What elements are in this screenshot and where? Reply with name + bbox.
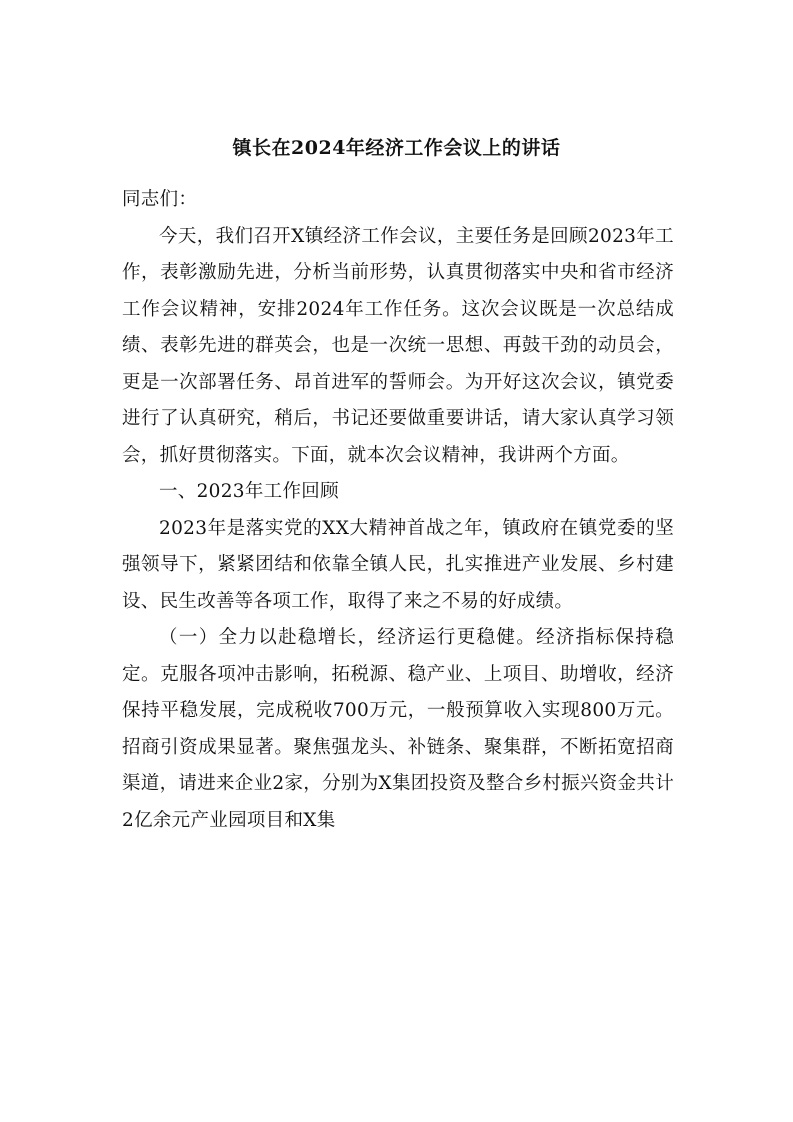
paragraph-intro: 今天，我们召开X镇经济工作会议，主要任务是回顾2023年工作，表彰激励先进，分析当前形势，认真贯彻落实中央和省市经济工作会议精神，安排2024年工作任务。这次会议既是一次总结成绩、表彰先进的群英会，也是一次统一思想、再鼓干劲的动员会，更是一次部署任务、昂首进军的誓师会。为开好这次会议，镇党委进行了认真研究，稍后，书记还要做重要讲话，请大家认真学习领会，抓好贯彻落实。下面，就本次会议精神，我讲两个方面。: [122, 225, 674, 466]
paragraph-review-summary: 2023年是落实党的XX大精神首战之年，镇政府在镇党委的坚强领导下，紧紧团结和依靠全镇人民，扎实推进产业发展、乡村建设、民生改善等各项工作，取得了来之不易的好成绩。: [122, 517, 674, 612]
section-heading-review: 一、2023年工作回顾: [159, 481, 339, 502]
paragraph-economy: （一）全力以赴稳增长，经济运行更稳健。经济指标保持稳定。克服各项冲击影响，拓税源、稳产业、上项目、助增收，经济保持平稳发展，完成税收700万元，一般预算收入实现800万元。招商引资成果显著。聚焦强龙头、补链条、聚集群，不断拓宽招商渠道，请进来企业2家，分别为X集团投资及整合乡村振兴资金共计2亿余元产业园项目和X集: [122, 627, 674, 831]
salutation: 同志们：: [122, 189, 198, 210]
document-body: [122, 182, 674, 839]
document-title: 镇长在2024年经济工作会议上的讲话: [232, 137, 561, 159]
